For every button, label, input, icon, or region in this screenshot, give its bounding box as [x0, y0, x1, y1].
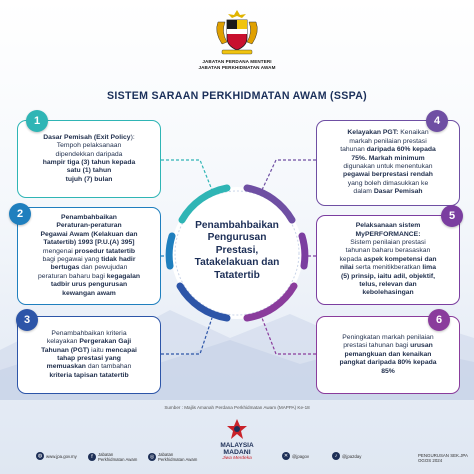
card-text-bold: bertugas	[50, 264, 80, 272]
card-text-line	[26, 222, 152, 230]
center-line-3: Prestasi,	[215, 244, 259, 256]
x-icon: ✕	[283, 453, 289, 459]
card-text-bold: pangkat daripada 80% kepada	[339, 359, 437, 367]
badge-2: 2	[9, 203, 31, 225]
footer-link-text: @jpagov	[292, 453, 310, 459]
footer-link-instagram[interactable]	[148, 452, 197, 462]
center-line-2: Pengurusan	[207, 232, 267, 244]
card-text-line	[325, 273, 451, 281]
card-text-line	[26, 290, 152, 298]
card-text-bold: Kelayakan PGT:	[347, 129, 399, 137]
card-text-line	[325, 163, 451, 171]
card-text-bold: (5) prinsip, iaitu adil, objektif,	[340, 272, 436, 280]
footer-link-text: @jpa2day	[342, 453, 362, 459]
badge-4: 4	[426, 110, 448, 132]
card-5	[316, 215, 460, 305]
card-text-line	[26, 256, 152, 264]
logo-tagline: Jiwa Merdeka	[222, 456, 252, 461]
card-text-line	[325, 138, 451, 146]
card-text-line	[26, 167, 152, 175]
card-text-bold: Dasar Pemisah	[373, 188, 423, 196]
footer-link-text: Jabatan	[98, 452, 114, 457]
card-text-line	[26, 159, 152, 167]
card-text-line	[26, 239, 152, 247]
card-text-line	[325, 146, 451, 154]
card-text-bold: Pergerakan Gaji	[79, 338, 132, 346]
center-line-5: Tatatertib	[214, 269, 260, 281]
footer-link-x[interactable]	[282, 452, 309, 460]
badge-5: 5	[441, 205, 463, 227]
card-3	[17, 316, 161, 394]
card-text-line	[26, 214, 152, 222]
card-text-bold: pemangkuan dan kenaikan	[344, 350, 432, 358]
tiktok-icon: ♪	[332, 452, 340, 460]
card-text-line	[26, 248, 152, 256]
card-text-bold: kegagalan	[106, 272, 141, 280]
source-note: Sumber : Majlis Amanah Perdana Perkhidmatan Awam (MAPPA) Ke-18	[164, 405, 310, 410]
facebook-icon: f	[88, 453, 96, 461]
card-text-line	[26, 363, 152, 371]
logo-line-2: MADANI	[223, 449, 251, 456]
card-text-line	[26, 151, 152, 159]
card-text-line	[325, 359, 451, 367]
card-text-line	[26, 372, 152, 380]
card-text-bold: Tahunan (PGT)	[41, 346, 90, 354]
card-text: prestasi tahunan bagi	[343, 342, 411, 350]
center-line-4: Tatakelakuan dan	[194, 257, 280, 269]
card-text-line	[26, 330, 152, 338]
card-text-bold: satu (1) tahun	[66, 167, 112, 175]
card-text: kepada	[339, 255, 364, 263]
card-text: digunakan untuk menentukan	[343, 163, 433, 170]
card-text-line	[26, 231, 152, 239]
card-text-bold: nilai	[340, 264, 354, 272]
card-text-line	[325, 188, 451, 196]
card-text: Penambahbaikan kriteria	[51, 329, 127, 337]
card-text-bold: Exit Policy	[96, 133, 131, 141]
card-text: yang boleh dimasukkan ke	[347, 179, 429, 187]
instagram-icon: ◎	[149, 454, 155, 460]
card-text-line	[325, 368, 451, 376]
malaysia-madani-logo	[206, 418, 268, 460]
card-text-bold: MyPERFORMANCE:	[355, 230, 421, 238]
footer-link-facebook[interactable]	[88, 452, 137, 462]
card-text: peraturan baharu bagi	[37, 272, 107, 280]
badge-6: 6	[428, 309, 450, 331]
card-text-bold: tahap prestasi yang	[57, 355, 121, 362]
logo-line-1: MALAYSIA	[220, 442, 254, 449]
card-text: ):	[130, 133, 135, 141]
footer-link-text-2: Perkhidmatan Awam	[98, 457, 138, 462]
card-text-line	[26, 264, 152, 272]
card-text-line	[325, 239, 451, 247]
card-text-bold: memuaskan	[46, 363, 86, 371]
card-text: dan tambahan	[85, 363, 132, 371]
card-text-bold: Pegawai Awam (Kelakuan dan	[40, 230, 138, 238]
card-text-bold: lima	[422, 264, 436, 272]
card-4	[316, 120, 460, 206]
card-text-bold: aspek kompetensi dan	[363, 255, 437, 263]
card-text-line	[26, 281, 152, 289]
card-text-bold: kebolehasingan	[362, 289, 414, 297]
card-text: tahunan baharu berasaskan	[345, 247, 431, 255]
footer-link-text: Jabatan	[158, 452, 174, 457]
card-text: iaitu	[89, 346, 106, 354]
card-text-line	[26, 134, 152, 142]
footer-link-website[interactable]	[36, 452, 77, 460]
card-text-line	[325, 171, 451, 179]
card-text-line	[325, 247, 451, 255]
card-text-bold: urusan	[410, 342, 433, 350]
badge-1: 1	[26, 110, 48, 132]
card-text-bold: Penambahbaikan	[61, 213, 117, 221]
card-text-bold: kewangan awam	[62, 289, 116, 297]
card-text-line	[325, 281, 451, 289]
card-text-line	[26, 273, 152, 281]
card-text-bold: 75%. Markah minimum	[351, 154, 425, 162]
card-text-line	[325, 222, 451, 230]
card-text-bold: tidak hadir	[101, 256, 136, 263]
card-text-line	[325, 342, 451, 350]
card-text: dan pewujudan	[79, 264, 128, 272]
footer-link-tiktok[interactable]	[332, 452, 361, 460]
card-text-bold: prosedur tatatertib	[74, 247, 136, 255]
footer-link-text: www.jpa.gov.my	[46, 453, 77, 459]
madani-emblem-icon	[227, 418, 247, 440]
card-text-bold: 85%	[381, 367, 395, 375]
center-heading	[180, 220, 294, 282]
card-text: tahunan	[340, 146, 367, 154]
card-text-bold: tujuh (7) bulan	[65, 175, 113, 183]
card-text-line	[325, 334, 451, 342]
card-text-bold: telus, relevan dan	[359, 281, 417, 289]
page-title: SISTEM SARAAN PERKHIDMATAN AWAM (SSPA)	[107, 90, 367, 102]
card-text: dalam	[353, 188, 374, 196]
card-text: Kenaikan	[398, 129, 429, 137]
card-text-line	[325, 351, 451, 359]
card-text-line	[325, 231, 451, 239]
card-text-line	[26, 355, 152, 363]
card-text-line	[325, 256, 451, 264]
agency-line-1: JABATAN PERDANA MENTERI	[202, 59, 272, 64]
reference-line-2: OGOS 2024	[418, 458, 443, 464]
card-text-line	[26, 142, 152, 150]
card-text: kelayakan	[46, 338, 80, 346]
globe-icon: ◍	[37, 453, 43, 459]
card-text-line	[325, 180, 451, 188]
card-text: Peningkatan markah penilaian	[342, 333, 434, 341]
agency-line-2: JABATAN PERKHIDMATAN AWAM	[198, 64, 276, 70]
card-text: bagi pegawai yang	[42, 256, 102, 263]
card-text-bold: Dasar Pemisah (	[43, 133, 97, 141]
card-text: Sistem penilaian prestasi	[350, 238, 426, 246]
card-text-bold: daripada 60% kepada	[366, 146, 436, 154]
center-line-1: Penambahbaikan	[195, 220, 279, 231]
card-text: Tempoh pelaksanaan	[56, 142, 122, 150]
card-text-bold: mencapai	[105, 346, 137, 354]
badge-3: 3	[16, 309, 38, 331]
card-text-bold: tadbir urus pengurusan	[50, 281, 128, 289]
footer-link-text-2: Perkhidmatan Awam	[158, 457, 198, 462]
card-text: serta menitikberatkan	[353, 264, 423, 272]
card-text-line	[325, 264, 451, 272]
card-text: dipendekkan daripada	[55, 150, 123, 158]
card-text-bold: kriteria tapisan tatatertib	[49, 371, 129, 379]
card-text-line	[325, 155, 451, 163]
card-text-bold: Pelaksanaan sistem	[355, 222, 421, 230]
card-text-bold: Tatatertib) 1993 [P.U.(A) 395]	[43, 239, 135, 247]
reference-line-1: PENGURUSAN SEK.JPA	[418, 453, 468, 458]
card-text-line	[26, 347, 152, 355]
card-text-bold: Peraturan-peraturan	[56, 222, 122, 230]
card-text-bold: pegawai berprestasi rendah	[343, 171, 433, 179]
card-text-line	[26, 338, 152, 346]
card-text-bold: hampir tiga (3) tahun kepada	[42, 159, 136, 166]
card-text: mengenai	[42, 247, 75, 255]
card-2	[17, 207, 161, 305]
card-text: markah penilaian prestasi	[349, 137, 427, 145]
card-text-line	[325, 289, 451, 297]
card-text-line	[26, 176, 152, 184]
